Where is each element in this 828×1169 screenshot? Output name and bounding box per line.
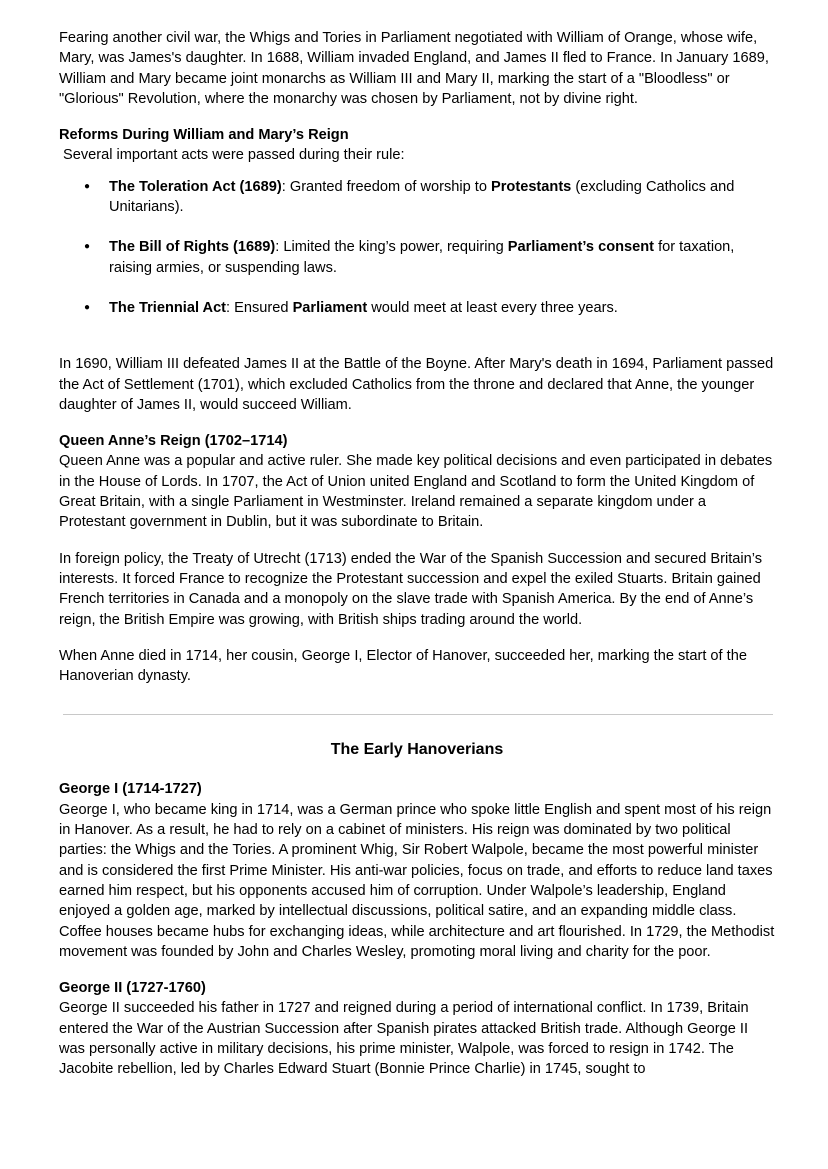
- anne-paragraph-1: Queen Anne was a popular and active ruler. She made key political decisions and even participated in debates in the House of Lords. In 1707, the Act of Union united England and Scotland to form the United Kingdom of Great Britain, with a single Parliament in Westminster. Ireland remained a separate kingdom under a Protestant government in Dublin, but it was subordinate to Britain.: [59, 453, 773, 531]
- intro-paragraph: Fearing another civil war, the Whigs and Tories in Parliament negotiated with William of Orange, whose wife, Mary, was James's daughter. In 1688, William invaded England, and James II fled to France. In January 1689, William and Mary became joint monarchs as William III and Mary II, marking the start of a "Bloodless" or "Glorious" Revolution, where the monarchy was chosen by Parliament, not by divine right.: [59, 30, 769, 107]
- george2-heading: George II (1727-1760): [59, 980, 206, 997]
- act-title: The Bill of Rights (1689): [109, 239, 276, 256]
- reforms-list: [59, 177, 775, 318]
- act-text: (excluding Catholics and Unitarians).: [109, 178, 735, 216]
- section-divider: [63, 714, 773, 715]
- act-bold: Parliament: [292, 299, 368, 316]
- list-item: [59, 298, 775, 318]
- act-text: : Ensured: [226, 299, 293, 316]
- act-title: The Toleration Act (1689): [109, 178, 282, 195]
- reforms-heading: Reforms During William and Mary’s Reign: [59, 127, 349, 144]
- act-text: for taxation, raising armies, or suspending laws.: [109, 239, 735, 276]
- george1-heading: George I (1714-1727): [59, 781, 202, 798]
- george2-paragraph: George II succeeded his father in 1727 and reigned during a period of international conflict. In 1739, Britain entered the War of the Austrian Succession after Spanish pirates attacked British trade. Although George II was personally active in military decisions, his prime minister, Walpole, was forced to resign in 1742. The Jacobite rebellion, led by Charles Edward Stuart (Bonnie Prince Charlie) in 1745, sought to: [59, 1000, 749, 1078]
- act-bold: Parliament’s consent: [507, 239, 655, 256]
- anne-heading: Queen Anne’s Reign (1702–1714): [59, 433, 288, 450]
- act-text: : Granted freedom of worship to: [281, 178, 492, 195]
- list-item: [59, 177, 775, 218]
- list-item: [59, 237, 775, 278]
- act-text: : Limited the king’s power, requiring: [275, 239, 508, 256]
- act-bold: Protestants: [491, 178, 572, 195]
- document-page: [59, 28, 775, 1080]
- anne-paragraph-3: When Anne died in 1714, her cousin, George I, Elector of Hanover, succeeded her, marking the start of the Hanoverian dynasty.: [59, 647, 747, 685]
- anne-paragraph-2: In foreign policy, the Treaty of Utrecht (1713) ended the War of the Spanish Succession and secured Britain’s interests. It forced France to recognize the Protestant succession and expel the exiled Stuarts. Britain gained French territories in Canada and a monopoly on the slave trade with Spanish America. By the end of Anne’s reign, the British Empire was growing, with British ships trading around the world.: [59, 550, 763, 628]
- section-title: The Early Hanoverians: [330, 741, 504, 759]
- reforms-intro: Several important acts were passed during their rule:: [63, 147, 405, 164]
- act-text: would meet at least every three years.: [367, 299, 618, 316]
- act-title: The Triennial Act: [109, 299, 227, 316]
- settlement-paragraph: In 1690, William III defeated James II at the Battle of the Boyne. After Mary's death in 1694, Parliament passed the Act of Settlement (1701), which excluded Catholics from the throne and declared that Anne, the younger daughter of James II, would succeed William.: [59, 356, 774, 413]
- george1-paragraph: George I, who became king in 1714, was a German prince who spoke little English and spent most of his reign in Hanover. As a result, he had to rely on a cabinet of ministers. His reign was dominated by two political parties: the Whigs and the Tories. A prominent Whig, Sir Robert Walpole, became the most powerful minister and is considered the first Prime Minister. His anti-war policies, focus on trade, and efforts to reduce land taxes earned him respect, but his opponents accused him of corruption. Under Walpole’s leadership, England enjoyed a golden age, marked by intellectual discussions, political satire, and an expanding middle class. Coffee houses became hubs for exchanging ideas, while architecture and art flourished. In 1729, the Methodist movement was founded by John and Charles Wesley, promoting moral living and charity for the poor.: [59, 801, 775, 960]
